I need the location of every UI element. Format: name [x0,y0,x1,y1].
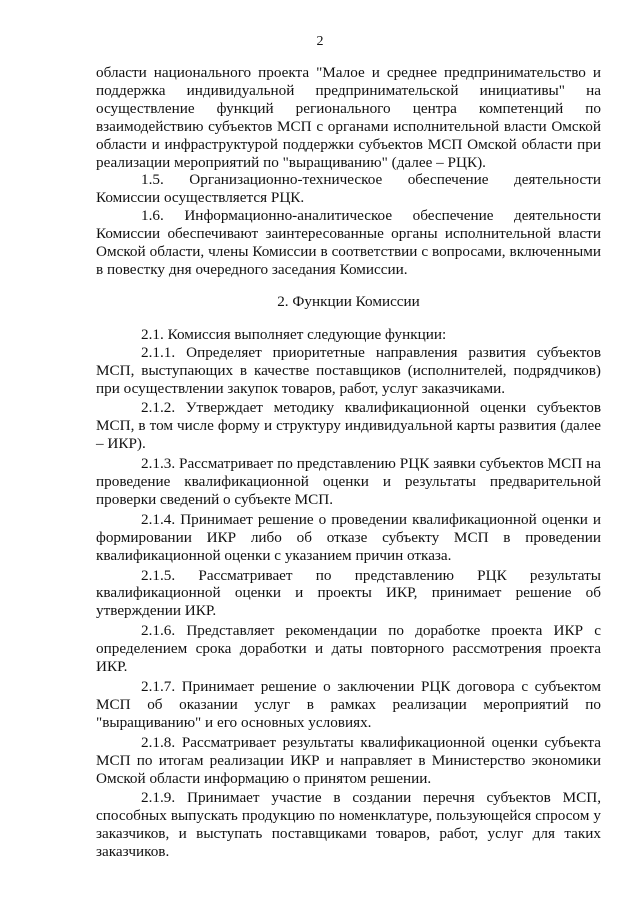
section-heading: 2. Функции Комиссии [277,292,420,310]
clause-1-6: 1.6. Информационно-аналитическое обеспечение деятельности Комиссии обеспечивают заинтересованные органы исполнительной власти Омской области, члены Комиссии в соответствии с вопросами, включенными в повестку дня очередного заседания Комиссии. [96,207,601,278]
clause-1-5: 1.5. Организационно-техническое обеспечение деятельности Комиссии осуществляется РЦК. [96,171,601,207]
clause-2-1-5: 2.1.5. Рассматривает по представлению РЦК результаты квалификационной оценки и проекты ИКР, принимает решение об утверждении ИКР. [96,566,601,620]
clause-2-1-3: 2.1.3. Рассматривает по представлению РЦК заявки субъектов МСП на проведение квалификационной оценки и результаты предварительной проверки сведений о субъекте МСП. [96,455,601,508]
clause-2-1-8: 2.1.8. Рассматривает результаты квалификационной оценки субъекта МСП по итогам реализации ИКР и направляет в Министерство экономики Омской области информацию о принятом решении. [96,733,601,787]
clause-2-1: 2.1. Комиссия выполняет следующие функции: [141,325,447,343]
clause-2-1-2: 2.1.2. Утверждает методику квалификационной оценки субъектов МСП, в том числе форму и структуру индивидуальной карты развития (далее – ИКР). [96,399,601,453]
clause-2-1-7: 2.1.7. Принимает решение о заключении РЦК договора с субъектом МСП об оказании услуг в рамках реализации мероприятий по "выращиванию" и его основных условиях. [96,678,601,731]
intro-paragraph: области национального проекта "Малое и среднее предпринимательство и поддержка индивидуальной предпринимательской инициативы" на осуществление функций регионального центра компетенций по взаимодействию субъектов МСП с органами исполнительной власти Омской области и инфраструктурой поддержки субъектов МСП Омской области при реализации мероприятий по "выращиванию" (далее – РЦК). [96,64,601,171]
document-body [96,64,601,861]
clause-2-1-6: 2.1.6. Представляет рекомендации по доработке проекта ИКР с определением срока доработки и даты повторного рассмотрения проекта ИКР. [96,622,601,676]
page-number: 2 [316,34,324,49]
clause-2-1-1: 2.1.1. Определяет приоритетные направления развития субъектов МСП, выступающих в качестве поставщиков (исполнителей, подрядчиков) при осуществлении закупок товаров, работ, услуг заказчиками. [96,343,601,397]
clause-2-1-4: 2.1.4. Принимает решение о проведении квалификационной оценки и формировании ИКР либо об отказе субъекту МСП в проведении квалификационной оценки с указанием причин отказа. [96,510,601,564]
clause-2-1-9: 2.1.9. Принимает участие в создании перечня субъектов МСП, способных выпускать продукцию по номенклатуре, пользующейся спросом у заказчиков, и выступать поставщиками товаров, работ, услуг для таких заказчиков. [96,789,601,861]
